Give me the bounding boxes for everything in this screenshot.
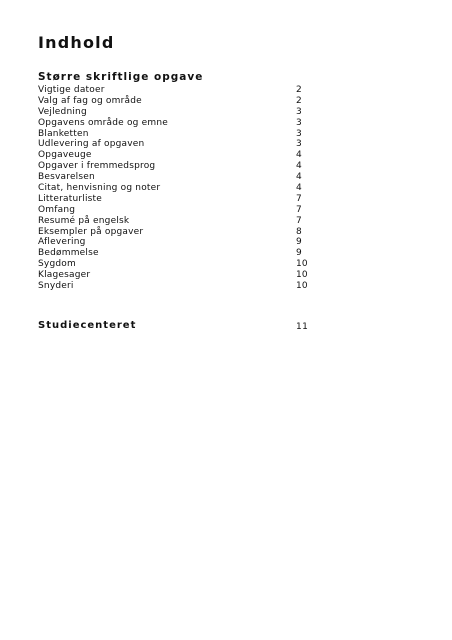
toc-entry-page: 10 bbox=[296, 270, 308, 281]
toc-entry-label: Eksempler på opgaver bbox=[38, 226, 144, 237]
toc-entry-label: Litteraturliste bbox=[38, 193, 103, 204]
toc-entry-label: Klagesager bbox=[38, 270, 91, 281]
toc-entry-label: Blanketten bbox=[38, 128, 89, 139]
toc-entry-label: Snyderi bbox=[38, 281, 74, 292]
toc-entry-page: 3 bbox=[296, 139, 302, 150]
toc-list bbox=[38, 85, 308, 292]
toc-entry[interactable] bbox=[38, 139, 308, 150]
toc-entry-page: 10 bbox=[296, 281, 308, 292]
toc-entry-label: Opgaver i fremmedsprog bbox=[38, 161, 156, 172]
toc-entry-studiecenteret[interactable] bbox=[38, 320, 318, 334]
toc-entry-label: Resumé på engelsk bbox=[38, 215, 130, 226]
toc-entry[interactable] bbox=[38, 161, 308, 172]
toc-entry[interactable] bbox=[38, 205, 308, 216]
toc-entry-label: Omfang bbox=[38, 204, 76, 215]
toc-entry[interactable] bbox=[38, 129, 308, 140]
toc-entry-page: 8 bbox=[296, 226, 302, 237]
toc-entry[interactable] bbox=[38, 183, 308, 194]
toc-entry-page: 3 bbox=[296, 117, 302, 128]
toc-entry-label: Sygdom bbox=[38, 259, 76, 270]
toc-entry-page: 7 bbox=[296, 215, 302, 226]
toc-entry-page: 3 bbox=[296, 106, 302, 117]
toc-entry-page: 9 bbox=[296, 248, 302, 259]
toc-entry[interactable] bbox=[38, 107, 308, 118]
toc-entry-label: Vigtige datoer bbox=[38, 85, 105, 95]
toc-entry-page: 4 bbox=[296, 150, 302, 161]
toc-entry[interactable] bbox=[38, 227, 308, 238]
toc-entry-page: 4 bbox=[296, 161, 302, 172]
toc-entry[interactable] bbox=[38, 118, 308, 129]
toc-entry[interactable] bbox=[38, 96, 308, 107]
toc-entry-label: Citat, henvisning og noter bbox=[38, 183, 161, 194]
toc-entry-page: 2 bbox=[296, 85, 302, 95]
toc-entry-label: Studiecenteret bbox=[38, 320, 137, 331]
toc-entry-page: 9 bbox=[296, 237, 302, 248]
toc-entry-page: 3 bbox=[296, 128, 302, 139]
toc-entry-page: 2 bbox=[296, 95, 302, 106]
toc-entry[interactable] bbox=[38, 194, 308, 205]
toc-entry[interactable] bbox=[38, 259, 308, 270]
toc-entry-label: Besvarelsen bbox=[38, 172, 95, 183]
toc-entry-label: Bedømmelse bbox=[38, 248, 99, 259]
page-title: Indhold bbox=[38, 33, 115, 52]
toc-entry-label: Vejledning bbox=[38, 106, 87, 117]
toc-entry-label: Opgavens område og emne bbox=[38, 117, 168, 128]
toc-entry-label: Aflevering bbox=[38, 237, 86, 248]
section-heading: Større skriftlige opgave bbox=[38, 71, 204, 83]
toc-entry[interactable] bbox=[38, 85, 308, 96]
toc-entry-label: Udlevering af opgaven bbox=[38, 139, 145, 150]
toc-entry[interactable] bbox=[38, 237, 308, 248]
toc-entry-page: 7 bbox=[296, 204, 302, 215]
toc-entry-page: 10 bbox=[296, 259, 308, 270]
toc-entry[interactable] bbox=[38, 281, 308, 292]
toc-entry-label: Valg af fag og område bbox=[38, 95, 142, 106]
toc-entry[interactable] bbox=[38, 216, 308, 227]
toc-entry-page: 4 bbox=[296, 183, 302, 194]
toc-entry[interactable] bbox=[38, 172, 308, 183]
toc-entry-label: Opgaveuge bbox=[38, 150, 92, 161]
toc-entry[interactable] bbox=[38, 248, 308, 259]
toc-entry[interactable] bbox=[38, 150, 308, 161]
toc-entry-page: 11 bbox=[296, 322, 309, 332]
toc-entry-page: 4 bbox=[296, 172, 302, 183]
toc-entry-page: 7 bbox=[296, 193, 302, 204]
toc-entry[interactable] bbox=[38, 270, 308, 281]
